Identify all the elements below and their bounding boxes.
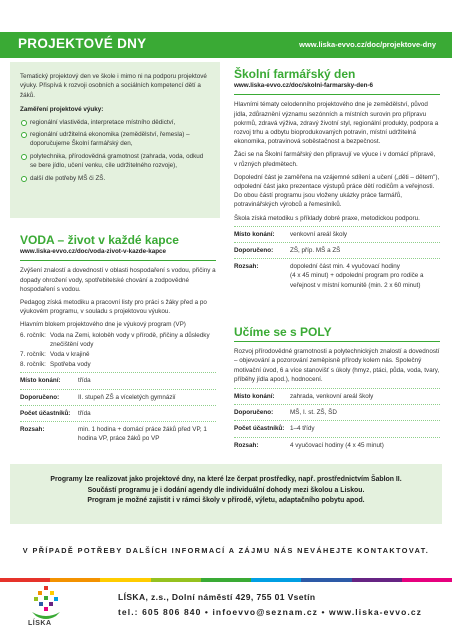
voda-paragraph: Zvýšení znalostí a dovedností v oblasti hospodaření s vodou, přičiny a dopady ohrožení vody, spotřebitelské chování a zodpovědné hospodaření s vodou. <box>20 267 216 293</box>
funding-info-box <box>10 464 442 524</box>
divider <box>234 404 440 405</box>
focus-label: Zaměření projektové výuky: <box>20 106 104 114</box>
divider <box>234 226 440 227</box>
recommended-label: Doporučeno: <box>234 409 274 417</box>
grade-label: 6. ročník: <box>20 331 46 339</box>
place-value: třída <box>78 377 91 385</box>
footer-address: LÍSKA, z.s., Dolní náměstí 429, 755 01 Vsetín <box>118 592 316 602</box>
place-row <box>20 376 216 385</box>
voda-paragraph: Pedagog získá metodiku a pracovní listy pro práci s žáky před a po výukovém programu, v souladu s projektovou výukou. <box>20 299 207 316</box>
list-item <box>20 331 216 349</box>
divider <box>20 389 216 390</box>
poly-paragraph: Rozvoj přírodovědné gramotnosti a polytechnických znalostí a dovedností – objevování a pozorování zeměpisně přírody kolem nás. Společný motivační úvod, 6 a více stanovišť s úkoly (hmyz, ptáci, půda, voda, tvary, příběhy jídla apod.), hodnocení. <box>234 348 440 383</box>
color-stripe <box>201 578 251 582</box>
recommended-value: MŠ, I. st. ZŠ, ŠD <box>290 409 337 417</box>
divider <box>234 388 440 389</box>
focus-list <box>20 118 210 183</box>
color-stripe <box>402 578 452 582</box>
count-row <box>20 409 216 418</box>
funding-line: Program je možné zajistit i v rámci školy v přírodě, výletu, adaptačního pobytu apod. <box>87 497 365 504</box>
scope-value <box>290 262 440 290</box>
divider <box>20 421 216 422</box>
scope-value: min. 1 hodina + domácí práce žáků před VP, 1 hodina VP, práce žáků po VP <box>78 426 207 443</box>
scope-label: Rozsah: <box>234 441 259 449</box>
farm-paragraph: Hlavními tématy celodenního projektového dne je zemědělství, původ jídla, zdůraznění významu sezónních a místních surovin pro přípravu pokrmů, zdravá výživa, zdravý životní styl, regionální produkty, podpora a rozvoj trhu a odbytu bioprodukovaných potravin, místní udržitelná ekonomika, potravinová soběstačnost a bezpečnost. <box>234 101 439 146</box>
contact-call-to-action: V PŘÍPADĚ POTŘEBY DALŠÍCH INFORMACÍ A ZÁJMU NÁS NEVÁHEJTE KONTAKTOVAT. <box>22 546 430 555</box>
scope-label: Rozsah: <box>234 263 259 271</box>
recommended-value: II. stupeň ZŠ a víceletých gymnázií <box>78 393 176 401</box>
divider <box>234 258 440 259</box>
divider <box>20 260 216 261</box>
grade-topic: Spotřeba vody <box>50 361 91 369</box>
intro-box <box>10 62 220 218</box>
count-label: Počet účastníků: <box>234 425 285 433</box>
grade-list <box>20 331 216 370</box>
place-row <box>234 230 440 239</box>
scope-row <box>234 262 440 290</box>
divider <box>234 94 440 95</box>
list-item <box>20 360 216 369</box>
list-item: regionální udržitelná ekonomika (zemědělství, řemesla) – doporučujeme Školní farmářský den, <box>20 130 210 149</box>
color-stripes <box>0 578 452 582</box>
color-stripe <box>251 578 301 582</box>
grade-topic: Voda v krajině <box>50 351 90 359</box>
recommended-row <box>234 246 440 255</box>
scope-label: Rozsah: <box>20 426 45 434</box>
voda-title: VODA – život v každé kapce <box>20 233 179 247</box>
place-value: zahrada, venkovní areál školy <box>290 393 374 401</box>
color-stripe <box>301 578 351 582</box>
header <box>0 0 452 60</box>
recommended-row <box>20 393 216 402</box>
scope-line: (4 x 45 minut) + odpolední program pro rodiče a veřejnost v místní komunitě (min. 2 x 60 minut) <box>290 272 424 289</box>
logo-text: LÍSKA <box>28 620 52 627</box>
farm-paragraph: Škola získá metodiku s příklady dobré praxe, metodickou podporu. <box>234 214 420 222</box>
divider <box>20 405 216 406</box>
divider <box>234 242 440 243</box>
list-item: další dle potřeby MŠ či ZŠ. <box>20 174 210 183</box>
scope-value: 4 vyučovací hodiny (4 x 45 minut) <box>290 441 384 449</box>
farm-section <box>234 67 440 291</box>
voda-paragraph: Hlavním blokem projektového dne je výukový program (VP) <box>20 321 186 329</box>
color-stripe <box>352 578 402 582</box>
grade-label: 7. ročník: <box>20 351 46 359</box>
grade-label: 8. ročník: <box>20 361 46 369</box>
list-item: polytechnika, přírodovědná gramotnost (zahrada, voda, odkud se bere jídlo, učení venku, cíle udržitelného rozvoje), <box>20 152 210 171</box>
color-stripe <box>50 578 100 582</box>
funding-line: Programy lze realizovat jako projektové dny, na které lze čerpat prostředky, např. prostřednictvím Šablon II. <box>50 476 402 483</box>
recommended-label: Doporučeno: <box>234 247 274 255</box>
farm-title: Školní farmářský den <box>234 67 356 81</box>
farm-paragraph: Žáci se na Školní farmářský den připravují ve výuce i v domácí přípravě, v různých předmětech. <box>234 151 436 168</box>
poly-title: Učíme se s POLY <box>234 325 332 339</box>
count-row <box>234 424 440 433</box>
header-url-link[interactable]: www.liska-evvo.cz/doc/projektove-dny <box>299 40 436 49</box>
list-item <box>20 350 216 359</box>
divider <box>234 341 440 342</box>
divider <box>234 420 440 421</box>
recommended-value: ZŠ, příp. MŠ a ZŠ <box>290 247 341 255</box>
list-item: regionální vlastivěda, interpretace místního dědictví, <box>20 118 210 127</box>
place-row <box>234 392 440 401</box>
footer-contact[interactable]: tel.: 605 806 840 • infoevvo@seznam.cz • www.liska-evvo.cz <box>118 607 423 617</box>
scope-row <box>20 425 216 443</box>
grade-topic: Voda na Zemi, koloběh vody v přírodě, přičiny a důsledky znečištění vody <box>50 331 210 348</box>
recommended-row <box>234 408 440 417</box>
voda-url-link[interactable]: www.liska-evvo.cz/doc/voda-zivot-v-kazde-kapce <box>20 248 167 256</box>
farm-url-link[interactable]: www.liska-evvo.cz/doc/skolni-farmarsky-den-6 <box>234 82 374 90</box>
page-title: PROJEKTOVÉ DNY <box>18 36 147 51</box>
color-stripe <box>151 578 201 582</box>
place-label: Místo konání: <box>20 377 61 385</box>
funding-line: Součástí programu je i dodání agendy dle individuální dohody mezi školou a Liskou. <box>87 486 365 494</box>
color-stripe <box>0 578 50 582</box>
poly-section <box>234 325 440 451</box>
place-label: Místo konání: <box>234 230 275 238</box>
divider <box>20 372 216 373</box>
voda-section <box>20 233 216 444</box>
scope-row <box>234 441 440 450</box>
count-label: Počet účastníků: <box>20 409 71 417</box>
place-label: Místo konání: <box>234 393 275 401</box>
intro-text: Tematický projektový den ve škole i mimo ni na podporu projektové výuky. Přispívá k rozvoji osobních a sociálních kompetencí dětí a žáků. <box>20 73 207 99</box>
count-value: třída <box>78 409 91 417</box>
farm-paragraph: Dopolední část je zaměřena na vzájemné sdílení a učení („děti – dětem"), odpolední část jako prezentace výstupů práce dětí rodičům a veřejnosti. Do obou částí programu jsou vloženy ukázky práce farmářů, potravinářských výrobců a řemeslníků. <box>234 173 440 209</box>
count-value: 1–4 třídy <box>290 425 315 433</box>
recommended-label: Doporučeno: <box>20 393 60 401</box>
scope-line: dopolední část min. 4 vyučovací hodiny <box>290 263 400 271</box>
place-value: venkovní areál školy <box>290 230 348 238</box>
color-stripe <box>100 578 150 582</box>
divider <box>234 437 440 438</box>
